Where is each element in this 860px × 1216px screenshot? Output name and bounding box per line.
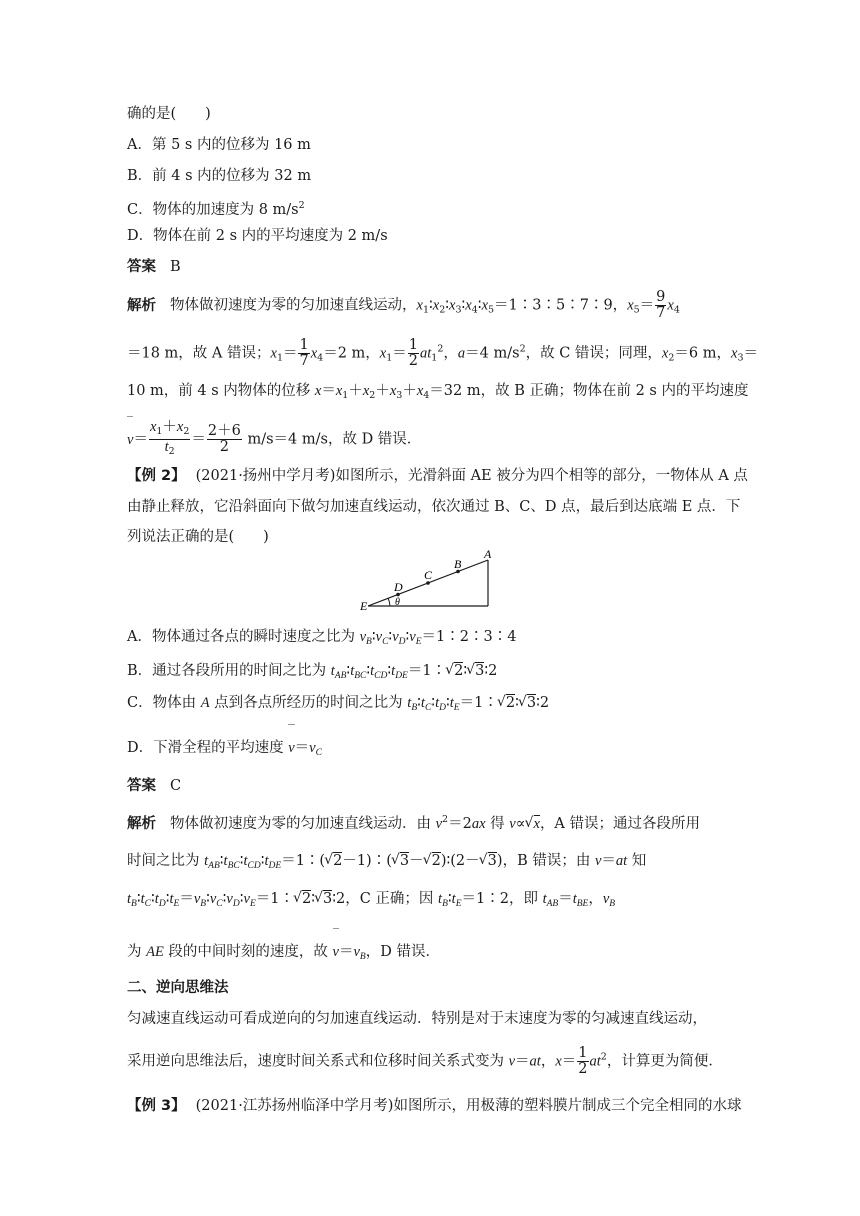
q1-option-c: C．物体的加速度为 8 $m/s^2$ [127, 200, 305, 218]
ex2-line3: 列说法正确的是( ) [127, 529, 269, 545]
label-d: D [394, 580, 403, 594]
q1-analysis-line4: v＝ $\frac{x_1+x_2}{t_2}$ ＝ $\frac{2+6}{2}$ m/s＝4 m/s，故 D 错误． [127, 419, 422, 457]
ex2-line1: 【例 2】 (2021·扬州中学月考)如图所示，光滑斜面 AE 被分为四个相等的部分，一物体从 A 点 [127, 468, 748, 484]
ex2-option-b: B．通过各段所用的时间之比为 $t_{AB}∶t_{BC}∶t_{CD}∶t_{DE}=1∶√$ 2∶√ 3∶2 [127, 661, 497, 686]
q1-analysis-line1: 解析 物体做初速度为零的匀加速直线运动，$x_1∶x_2∶x_3∶x_4∶x_5=1∶3∶5∶7∶9$，$x_5=$ $\frac{9}{7}$ $x_4$ [127, 289, 680, 321]
ex3-line1: 【例 3】 (2021·江苏扬州临泽中学月考)如图所示，用极薄的塑料膜片制成三个完全相同的水球 [127, 1098, 742, 1114]
ex2-analysis-line2: 时间之比为 $t_{AB}∶t_{BC}∶t_{CD}∶t_{DE}=1∶(√$ 2－1)∶(√ 3－√ 2)∶(2－√ 3)，B 错误；由 v＝at 知 [127, 851, 646, 876]
ex2-answer: 答案 C [127, 778, 182, 794]
section-title: 二、逆向思维法 [127, 980, 229, 996]
q1-option-d: D．物体在前 2 s 内的平均速度为 2 m/s [127, 228, 388, 244]
q1-option-b: B．前 4 s 内的位移为 32 m [127, 168, 312, 184]
q1-stem-tail: 确的是( ) [127, 106, 211, 122]
label-a: A [484, 548, 492, 561]
q1-option-a: A．第 5 s 内的位移为 16 m [127, 137, 311, 153]
label-e: E [360, 599, 368, 613]
q1-analysis-line2: ＝18 m，故 A 错误；$x_1=$ $\frac{1}{7}$ $x_4=2$ m，$x_1=$ $\frac{1}{2}$ $at_1^2$，a＝4 $m/s^2$，故 C 错误；同理，$x_2=6$ m，$x_3=$ [127, 337, 758, 369]
ex2-analysis-line4: 为 AE 段的中间时刻的速度，故 $v=v_B$，D 错误． [127, 944, 440, 962]
section2-line1: 匀减速直线运动可看成逆向的匀加速直线运动．特别是对于末速度为零的匀减速直线运动， [127, 1011, 707, 1027]
ex2-line2: 由静止释放，它沿斜面向下做匀加速直线运动，依次通过 B、C、D 点，最后到达底端 E 点．下 [127, 499, 741, 515]
ex2-analysis-line1: 解析 物体做初速度为零的匀加速直线运动．由 $v^2=2ax$ 得 v∝√ x，A 错误；通过各段所用 [127, 810, 700, 834]
ex2-option-a: A．物体通过各点的瞬时速度之比为 $v_B∶v_C∶v_D∶v_E=1∶2∶3∶4$ [127, 629, 517, 647]
incline-figure [360, 548, 510, 614]
ex2-option-d: D．下滑全程的平均速度 $v=v_C$ [127, 740, 322, 758]
section2-line2: 采用逆向思维法后，速度时间关系式和位移时间关系式变为 v＝at，x＝ $\frac{1}{2}$ $at^2$，计算更为简便． [127, 1045, 723, 1077]
ex2-analysis-line3: $t_B∶t_C∶t_D∶t_E=v_B∶v_C∶v_D∶v_E=1∶√$ 2∶√ 3∶2，C 正确；因 $t_B∶t_E=1∶2$，即 $t_{AB}=t_{BE}$，$v_B$ [127, 889, 615, 914]
q1-analysis-line3: 10 m，前 4 s 内物体的位移 $x=x_1+x_2+x_3+x_4=32$ m，故 B 正确；物体在前 2 s 内的平均速度 [127, 383, 749, 401]
label-theta: θ [395, 597, 400, 608]
label-c: C [424, 568, 433, 582]
ex2-option-c: C．物体由 A 点到各点所经历的时间之比为 $t_B∶t_C∶t_D∶t_E=1∶√$ 2∶√ 3∶2 [127, 693, 549, 718]
label-b: B [454, 557, 462, 571]
q1-answer: 答案 B [127, 259, 181, 275]
